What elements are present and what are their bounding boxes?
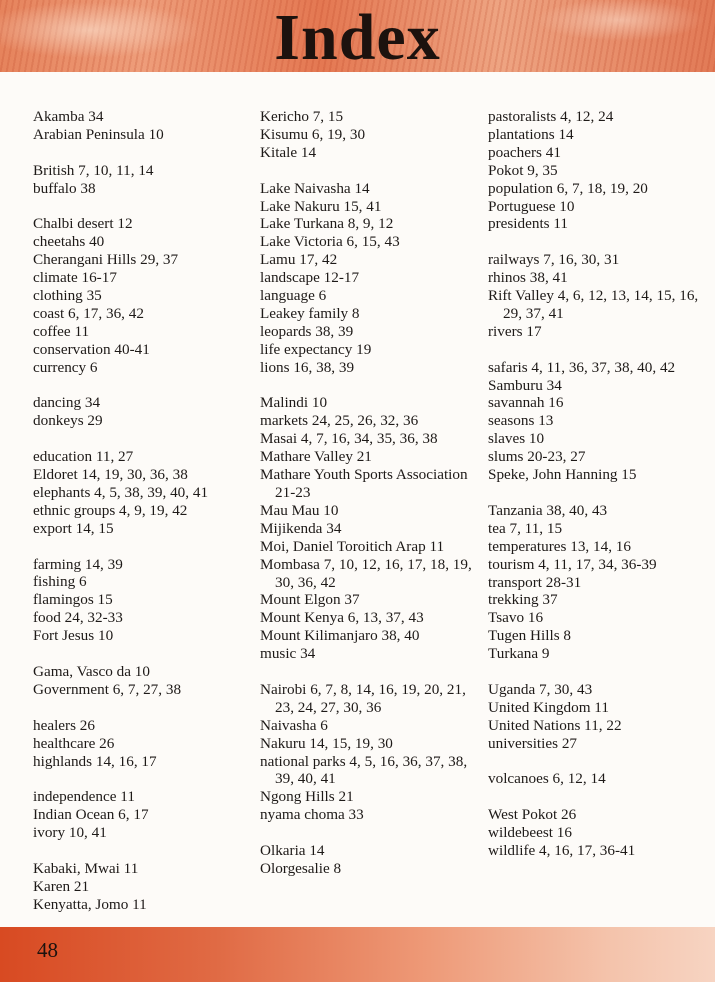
index-entry: slums 20-23, 27 xyxy=(488,448,586,466)
index-entry: conservation 40-41 xyxy=(33,340,150,358)
page-number: 48 xyxy=(37,938,58,962)
index-entry: nyama choma 33 xyxy=(260,806,364,824)
index-entry: Karen 21 xyxy=(33,877,90,895)
index-entry: Mombasa 7, 10, 12, 16, 17, 18, 19, 30, 36, 42 xyxy=(260,555,472,591)
section-gap xyxy=(33,699,248,717)
index-entry: Gama, Vasco da 10 xyxy=(33,663,150,680)
section-gap xyxy=(260,377,475,395)
index-entry: lions 16, 38, 39 xyxy=(260,358,355,376)
index-entry: Kericho 7, 15 xyxy=(260,108,344,125)
index-entry: dancing 34 xyxy=(33,394,101,412)
index-column-1 xyxy=(33,108,248,914)
index-entry: Indian Ocean 6, 17 xyxy=(33,806,149,824)
index-entry: Nairobi 6, 7, 8, 14, 16, 19, 20, 21, 23, 24, 27, 30, 36 xyxy=(260,680,466,716)
index-entry: wildlife 4, 16, 17, 36-41 xyxy=(488,842,636,860)
index-entry: population 6, 7, 18, 19, 20 xyxy=(488,179,648,197)
index-entry: Olkaria 14 xyxy=(260,842,325,860)
index-entry: Cherangani Hills 29, 37 xyxy=(33,251,179,269)
index-entry: fishing 6 xyxy=(33,573,87,591)
index-entry: coffee 11 xyxy=(33,322,90,340)
section-gap xyxy=(488,663,703,681)
index-entry: Kabaki, Mwai 11 xyxy=(33,859,139,877)
index-entry: Mijikenda 34 xyxy=(260,519,342,537)
index-entry: Masai 4, 7, 16, 34, 35, 36, 38 xyxy=(260,430,438,448)
section-gap xyxy=(33,538,248,556)
index-entry: transport 28-31 xyxy=(488,573,582,591)
index-entry: independence 11 xyxy=(33,788,135,806)
index-entry: temperatures 13, 14, 16 xyxy=(488,537,631,555)
index-entry: poachers 41 xyxy=(488,143,561,161)
index-entry: Fort Jesus 10 xyxy=(33,627,114,645)
index-entry: Kisumu 6, 19, 30 xyxy=(260,125,366,143)
footer-band xyxy=(0,927,715,982)
index-entry: language 6 xyxy=(260,287,327,305)
section-gap xyxy=(33,770,248,788)
index-entry: presidents 11 xyxy=(488,215,569,233)
index-entry: Pokot 9, 35 xyxy=(488,161,558,179)
index-entry: rivers 17 xyxy=(488,322,542,340)
index-entry: Government 6, 7, 27, 38 xyxy=(33,680,182,698)
index-column-3 xyxy=(488,108,703,860)
index-entry: Naivasha 6 xyxy=(260,716,328,734)
index-entry: donkeys 29 xyxy=(33,412,103,430)
index-entry: Rift Valley 4, 6, 12, 13, 14, 15, 16, 29, 37, 41 xyxy=(488,287,699,322)
index-entry: clothing 35 xyxy=(33,287,102,305)
index-entry: seasons 13 xyxy=(488,412,554,430)
index-entry: Kenyatta, Jomo 11 xyxy=(33,895,147,913)
index-entry: Eldoret 14, 19, 30, 36, 38 xyxy=(33,466,188,484)
section-gap xyxy=(33,645,248,663)
index-entry: Portuguese 10 xyxy=(488,197,575,215)
index-entry: elephants 4, 5, 38, 39, 40, 41 xyxy=(33,483,209,501)
index-column-2 xyxy=(260,108,475,878)
index-entry: Mau Mau 10 xyxy=(260,501,339,519)
index-entry: Mathare Valley 21 xyxy=(260,448,372,466)
index-entry: Turkana 9 xyxy=(488,645,550,663)
index-entry: landscape 12-17 xyxy=(260,269,360,287)
section-gap xyxy=(488,753,703,771)
index-entry: Tsavo 16 xyxy=(488,609,544,627)
index-entry: leopards 38, 39 xyxy=(260,322,354,340)
index-entry: United Nations 11, 22 xyxy=(488,716,622,734)
section-gap xyxy=(33,198,248,216)
index-entry: Mount Kenya 6, 13, 37, 43 xyxy=(260,609,424,627)
index-entry: railways 7, 16, 30, 31 xyxy=(488,251,620,269)
index-entry: markets 24, 25, 26, 32, 36 xyxy=(260,412,419,430)
index-entry: Mathare Youth Sports Association 21-23 xyxy=(260,466,468,501)
index-entry: Tugen Hills 8 xyxy=(488,627,571,645)
index-entry: British 7, 10, 11, 14 xyxy=(33,161,154,179)
index-entry: pastoralists 4, 12, 24 xyxy=(488,108,614,125)
index-entry: volcanoes 6, 12, 14 xyxy=(488,770,606,788)
index-entry: national parks 4, 5, 16, 36, 37, 38, 39, 40, 41 xyxy=(260,752,468,788)
index-entry: currency 6 xyxy=(33,358,98,376)
index-entry: Mount Kilimanjaro 38, 40 xyxy=(260,627,420,645)
index-entry: Lamu 17, 42 xyxy=(260,251,338,269)
index-entry: highlands 14, 16, 17 xyxy=(33,752,157,770)
index-entry: climate 16-17 xyxy=(33,269,117,287)
index-entry: farming 14, 39 xyxy=(33,555,123,573)
index-entry: United Kingdom 11 xyxy=(488,698,609,716)
index-entry: life expectancy 19 xyxy=(260,340,372,358)
page-title: Index xyxy=(274,1,441,74)
index-entry: Malindi 10 xyxy=(260,394,328,412)
index-entry: Lake Naivasha 14 xyxy=(260,179,370,197)
index-entry: export 14, 15 xyxy=(33,519,114,537)
index-entry: Arabian Peninsula 10 xyxy=(33,125,164,143)
index-entry: Nakuru 14, 15, 19, 30 xyxy=(260,734,393,752)
index-entry: Speke, John Hanning 15 xyxy=(488,466,637,484)
section-gap xyxy=(260,663,475,681)
index-entry: Samburu 34 xyxy=(488,376,562,394)
index-entry: trekking 37 xyxy=(488,591,558,609)
index-entry: education 11, 27 xyxy=(33,448,134,466)
index-entry: Leakey family 8 xyxy=(260,304,360,322)
index-entry: coast 6, 17, 36, 42 xyxy=(33,304,144,322)
index-entry: rhinos 38, 41 xyxy=(488,269,568,287)
index-entry: healthcare 26 xyxy=(33,734,115,752)
index-entry: Olorgesalie 8 xyxy=(260,860,342,877)
index-entry: safaris 4, 11, 36, 37, 38, 40, 42 xyxy=(488,358,676,376)
index-entry: cheetahs 40 xyxy=(33,233,105,251)
index-entry: ethnic groups 4, 9, 19, 42 xyxy=(33,501,188,519)
index-entry: Ngong Hills 21 xyxy=(260,788,354,806)
section-gap xyxy=(33,430,248,448)
section-gap xyxy=(33,377,248,395)
index-entry: flamingos 15 xyxy=(33,591,113,609)
section-gap xyxy=(33,842,248,860)
index-entry: Kitale 14 xyxy=(260,143,317,161)
index-entry: music 34 xyxy=(260,645,316,663)
index-entry: tourism 4, 11, 17, 34, 36-39 xyxy=(488,555,657,573)
index-entry: wildebeest 16 xyxy=(488,824,572,842)
index-entry: ivory 10, 41 xyxy=(33,824,107,842)
index-entry: savannah 16 xyxy=(488,394,564,412)
section-gap xyxy=(488,484,703,502)
section-gap xyxy=(488,341,703,359)
section-gap xyxy=(488,788,703,806)
index-entry: Lake Turkana 8, 9, 12 xyxy=(260,215,394,233)
index-entry: slaves 10 xyxy=(488,430,545,448)
index-entry: Lake Victoria 6, 15, 43 xyxy=(260,233,400,251)
section-gap xyxy=(260,162,475,180)
index-entry: West Pokot 26 xyxy=(488,806,577,824)
index-entry: Chalbi desert 12 xyxy=(33,215,133,233)
index-entry: Lake Nakuru 15, 41 xyxy=(260,197,382,215)
section-gap xyxy=(260,824,475,842)
index-entry: food 24, 32-33 xyxy=(33,609,123,627)
index-entry: tea 7, 11, 15 xyxy=(488,519,563,537)
index-entry: plantations 14 xyxy=(488,125,574,143)
index-entry: universities 27 xyxy=(488,734,578,752)
index-entry: Akamba 34 xyxy=(33,108,104,125)
header-banner xyxy=(0,0,715,72)
index-entry: buffalo 38 xyxy=(33,179,96,197)
index-entry: Uganda 7, 30, 43 xyxy=(488,680,593,698)
index-entry: Moi, Daniel Toroitich Arap 11 xyxy=(260,537,445,555)
section-gap xyxy=(33,144,248,162)
index-entry: Mount Elgon 37 xyxy=(260,591,360,609)
section-gap xyxy=(488,233,703,251)
index-entry: Tanzania 38, 40, 43 xyxy=(488,501,608,519)
index-entry: healers 26 xyxy=(33,716,95,734)
